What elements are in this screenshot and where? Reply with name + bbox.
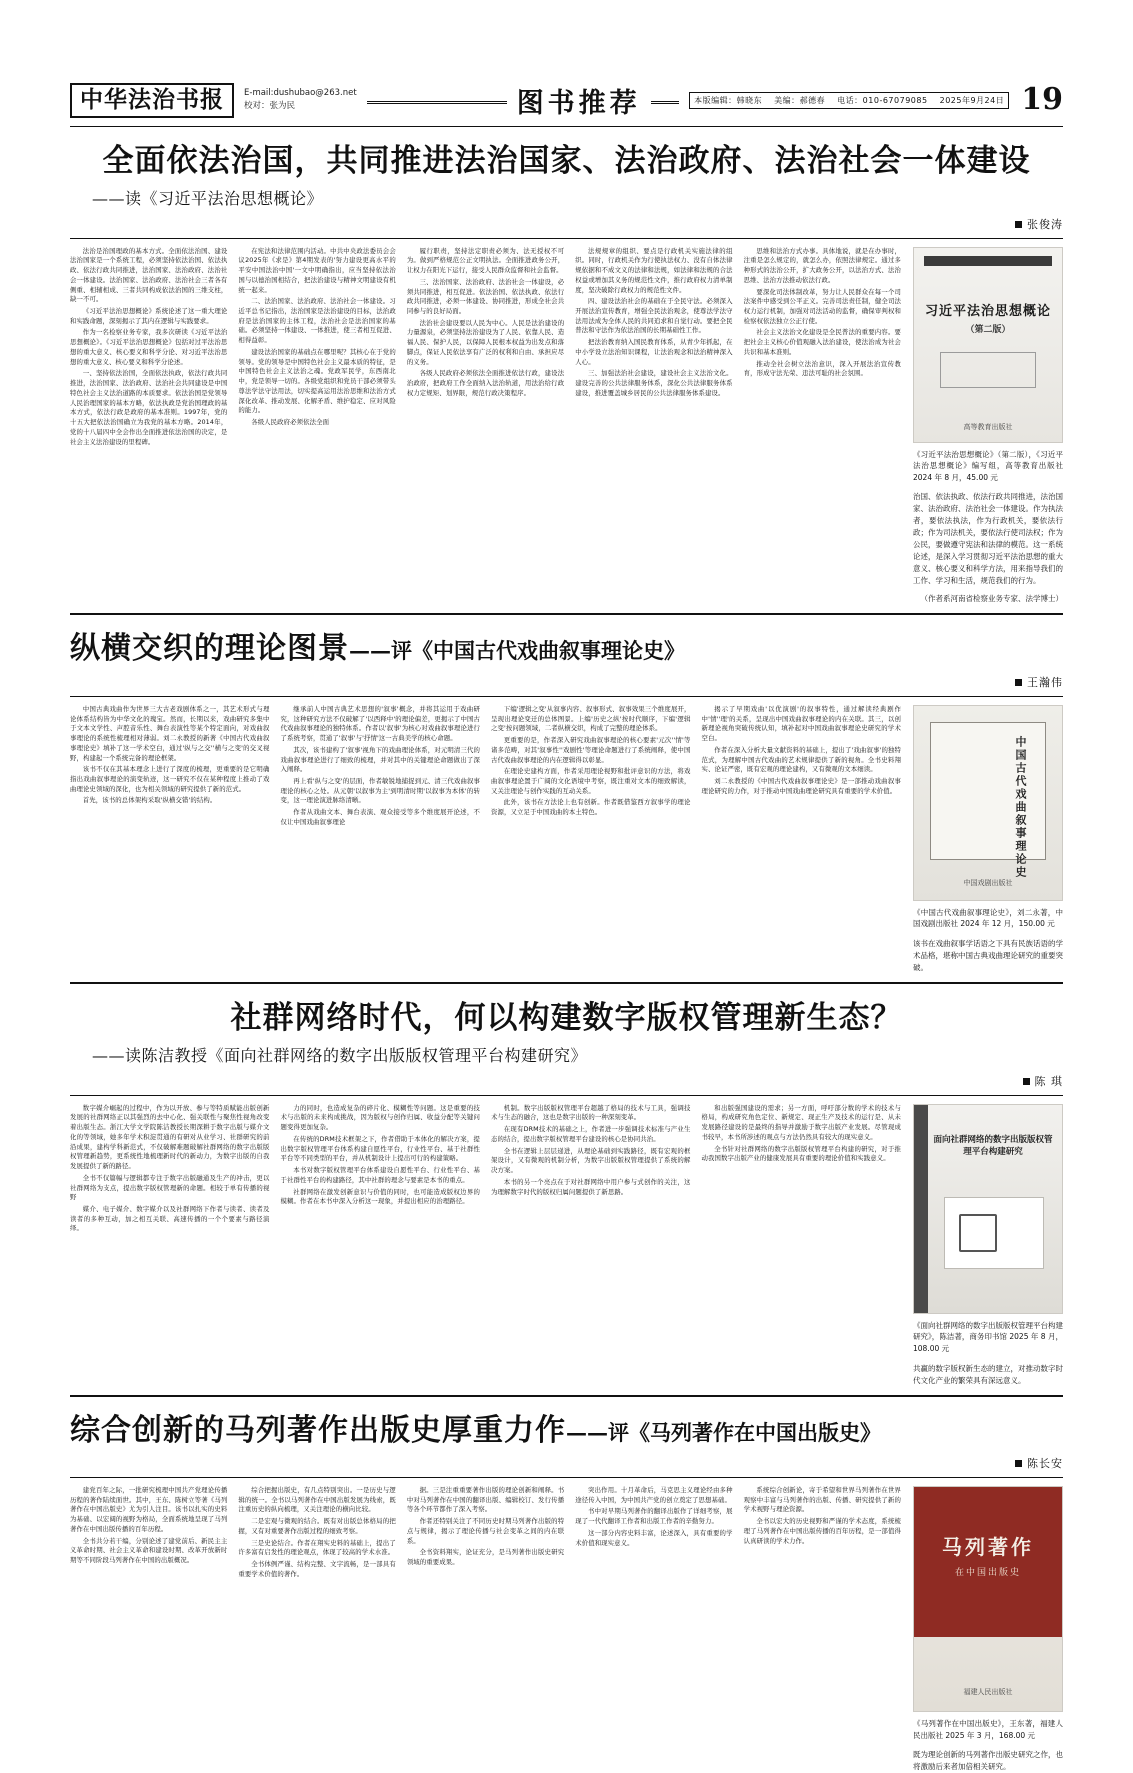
article-4-review-title: ——评《马列著作在中国出版史》 bbox=[566, 1419, 881, 1445]
paragraph: 建设法治国家的基础点在哪里呢？其核心在于党的领导。党的领导是中国特色社会主义最本质的特征，是中国特色社会主义法治之魂。党政军民学，东西南北中，党是领导一切的。各级党组织和党员干部必须带头尊法学法守法用法，切实提高运用法治思维和法治方式深化改革、推动发展、化解矛盾、维护稳定、应对风险的能力。 bbox=[238, 347, 396, 415]
paragraph: 三、加强法治社会建设，建设社会主义法治文化。建设完善的公共法律服务体系，深化公共法律服务体系建设，推进覆盖城乡居民的公共法律服务体系建设。 bbox=[575, 369, 733, 397]
paragraph: 各级人民政府必须依法全面 bbox=[251, 418, 330, 427]
book-cover-image bbox=[913, 1104, 1063, 1314]
cover-frame bbox=[930, 722, 1046, 860]
article-2-review-title: ——评《中国古代戏曲叙事理论史》 bbox=[349, 638, 685, 664]
paragraph: 社群网络在激发创新意识与价值的同时，也可能造成版权边界的模糊。作者在本书中深入分析这一现象，并提出相应的治理路径。 bbox=[280, 1187, 480, 1206]
paragraph: 推动全社会树立法治意识，深入开展法治宣传教育，形成守法光荣、违法可耻的社会氛围。 bbox=[743, 359, 902, 378]
page-number: 19 bbox=[1021, 82, 1063, 117]
article-3-headline: 社群网络时代，何以构建数字版权管理新生态？ bbox=[230, 1000, 903, 1037]
article-3-divider bbox=[70, 1095, 1063, 1096]
cover-title: 面向社群网络的数字出版版权管理平台构建研究 bbox=[933, 1134, 1053, 1157]
paragraph: 媒介、电子媒介、数字媒介以及社群网络下作者与读者、读者及读者的多种互动，加之相互关联、高速传播的一个个要素与路径演绎。 bbox=[70, 1205, 270, 1233]
figure-caption: 《中国古代戏曲叙事理论史》，刘二永著，中国戏剧出版社 2024 年 12 月，150.00 元 bbox=[913, 907, 1063, 929]
article-3-col-4 bbox=[702, 1104, 902, 1387]
paragraph: 在现有DRM技术的基础之上，作者进一步强调技术标准与产业生态的结合，提出数字版权管理平台建设的核心是协同共治。 bbox=[491, 1125, 691, 1143]
article-2-figure bbox=[913, 705, 1063, 974]
masthead-rule-left bbox=[367, 101, 507, 104]
article-2-author: 王瀚伟 bbox=[1027, 675, 1063, 689]
article-4-col-3 bbox=[407, 1486, 564, 1773]
paragraph: 《习近平法治思想概论》系统论述了这一重大理论和实践命题，深刻揭示了其内在逻辑与实践要求。 bbox=[70, 306, 228, 325]
article-3-figure bbox=[913, 1104, 1063, 1387]
masthead-rule-right bbox=[651, 101, 679, 104]
article-4-col-4 bbox=[575, 1486, 732, 1773]
credit-phone: 电话：010-67079085 bbox=[837, 95, 928, 105]
article-1-body bbox=[70, 247, 1063, 606]
byline-marker-icon bbox=[1015, 1460, 1022, 1467]
cover-publisher: 高等教育出版社 bbox=[963, 422, 1013, 431]
article-3-col-2 bbox=[281, 1104, 481, 1387]
article-1-byline bbox=[70, 216, 1063, 232]
masthead bbox=[70, 0, 1063, 122]
paragraph: 全书不仅篇幅与逻辑都专注于数字出版融通及生产的冲击，更以社群网络为支点，提出数字版权管理新的命题。相较于单有传播的视野 bbox=[70, 1173, 270, 1202]
paragraph: 履行职责，坚持法定职责必须为、法无授权不可为。做到严格规范公正文明执法。全面推进政务公开，让权力在阳光下运行，接受人民群众监督和社会监督。 bbox=[406, 246, 565, 275]
article-2-col-2 bbox=[281, 705, 481, 974]
paragraph: 这一部分内容史料丰富，论述深入，具有重要的学术价值和现实意义。 bbox=[575, 1528, 733, 1547]
paragraph: 更重要的是，作者深入研究戏曲叙事理论的核心要素'元次''情'等诸多范畴，对其'叙事性''戏剧性'等理论命题进行了系统阐释，使中国古代戏曲叙事理论的内在逻辑得以彰显。 bbox=[491, 736, 691, 764]
credit-date: 2025年9月24日 bbox=[939, 95, 1005, 105]
paragraph: 作者从戏曲文本、舞台表演、观众接受等多个维度展开论述，不仅让中国戏曲叙事理论 bbox=[280, 808, 480, 826]
article-2 bbox=[70, 631, 1063, 974]
credit-designer: 美编：郝德春 bbox=[774, 95, 826, 105]
paragraph: 中国古典戏曲作为世界三大古老戏剧体系之一，其艺术形式与理论体系结构皆为中华文化的瑰宝。然而，长期以来，戏曲研究多集中于文本文学性、声腔音乐性、舞台表演性等某个特定面向，对戏曲叙事理论的系统性梳理相对薄弱。刘二永教授的新著《中国古代戏曲叙事理论史》填补了这一学术空白，通过'纵与之交''横与之变'的交叉视野，构建起一个系统完备的理论框架。 bbox=[70, 704, 270, 762]
masthead-email: E-mail:dushubao@263.net bbox=[244, 87, 357, 98]
article-3-columns bbox=[70, 1104, 901, 1387]
paragraph: 思维和法治方式办事。具体地说，就是在办事时，注重是怎么规定的，就怎么办，依照法律规定。通过多种形式的法治公开，扩大政务公开，以法治方式、法治思维、法治方法推动依法行政。 bbox=[743, 246, 902, 284]
article-4-col-5 bbox=[744, 1486, 901, 1773]
paragraph: 力的同时，也造成复杂的碎片化、模糊性等问题。这是重要的技术与出版的未来构成挑战，因为版权与创作归属、收益分配等关键问题变得更加复杂。 bbox=[280, 1103, 480, 1132]
paragraph: 全书体例严谨、结构完整、文字流畅，是一部具有重要学术价值的著作。 bbox=[238, 1560, 396, 1578]
section-title: 图书推荐 bbox=[516, 87, 641, 119]
paragraph: 首先，该书的总体架构采取'纵横交错'的结构。 bbox=[82, 796, 217, 805]
paragraph: 在宪法和法律范围内活动。中共中央政法委员会会议2025年《求是》第4期发表的'努力建设更高水平的平安中国法治中国'一文中明确指出，应当坚持依法治国与以德治国相结合，把法治建设与精神文明建设有机统一起来。 bbox=[238, 246, 396, 294]
paragraph: 该书不仅在其基本理念上进行了深度的梳理，更重要的是它明确指出戏曲叙事理论的演变轨迹，这一研究不仅在某种程度上推动了戏曲理论史领域的深化，也为相关领域的研究提供了新的范式。 bbox=[70, 765, 270, 793]
byline-marker-icon bbox=[1015, 679, 1022, 686]
article-4-author: 陈长安 bbox=[1027, 1456, 1063, 1470]
paragraph: 书中对早期马列著作的翻译出版作了详细考察，展现了一代代翻译工作者和出版工作者的辛勤努力。 bbox=[575, 1507, 733, 1526]
cover-title: 习近平法治思想概论 bbox=[924, 303, 1051, 319]
paragraph: 全书以宏大的历史视野和严谨的学术态度，系统梳理了马列著作在中国出版传播的百年历程，是一部值得认真研读的学术力作。 bbox=[743, 1517, 902, 1545]
paragraph: 在理论史建构方面，作者采用理论视野和批评意识的方法，将戏曲叙事理论置于广阔的文化语境中考察，既注重对文本的细致解读，又关注理论与创作实践的互动关系。 bbox=[491, 767, 691, 795]
cover-publisher: 中国戏剧出版社 bbox=[963, 878, 1013, 887]
paragraph: 二、法治国家、法治政府、法治社会一体建设。习近平总书记指出，法治国家是法治建设的目标，法治政府是法治国家的主体工程，法治社会是法治国家的基础。必须坚持一体建设、一体推进，使三者相互促进、相得益彰。 bbox=[238, 297, 396, 345]
figure-caption: 《马列著作在中国出版史》，王东著，福建人民出版社 2025 年 3 月，168.00 元 bbox=[913, 1718, 1063, 1740]
byline-marker-icon bbox=[1015, 221, 1022, 228]
paragraph: 数字媒介崛起的过程中，作为以开放、参与等特质赋能出版创新发展的社群网络正以其强烈的去中心化、强关联性与聚焦性视角改变着出版生态。浙江大学文学院陈洁教授长期深耕于数字出版与媒介文化的等领域，她多年学术积淀贯通的有研对从业学习、社群研究的前沿成果，建构学科新范式，不仅破解难题破解社群网络的数字出版版权管理新趋势，更系统性地梳理新时代的新动力，为数字出版的自我发展提供了新的路径。 bbox=[70, 1103, 270, 1171]
article-4-title: 综合创新的马列著作出版史厚重力作 bbox=[70, 1412, 566, 1448]
figure-caption: 《面向社群网络的数字出版版权管理平台构建研究》，陈洁著，商务印书馆 2025 年 8 月，108.00 元 bbox=[913, 1320, 1063, 1353]
paragraph: 机制。数字出版版权管理平台超越了格局的技术与工具，强调技术与生态的融合，这也是数字出版的一种深刻变革。 bbox=[491, 1103, 691, 1122]
article-1-columns bbox=[70, 247, 901, 606]
masthead-proofreader: 校对：张为民 bbox=[244, 100, 296, 111]
paragraph: 揭示了早期戏曲'以优演剧'的叙事特性，通过解读经典剧作中'情''理'的关系，呈现出中国戏曲叙事理论的内在关联。其三，以创新理论视角突破传统认知，填补起对中国戏曲叙事理论史研究的学术空白。 bbox=[701, 704, 901, 743]
paragraph: 刘二永教授的《中国古代戏曲叙事理论史》是一部推动戏曲叙事理论研究的力作，对于推动中国戏曲理论研究具有重要的学术价值。 bbox=[701, 776, 901, 795]
article-1-author: 张俊涛 bbox=[1027, 217, 1063, 231]
article-4-col-1 bbox=[70, 1486, 227, 1773]
article-1 bbox=[70, 143, 1063, 605]
article-4-byline bbox=[70, 1455, 1063, 1471]
paragraph: 法治社会建设要以人民为中心。人民是法治建设的力量源泉，必须坚持法治建设为了人民、依靠人民、造福人民、保护人民，以保障人民根本权益为出发点和落脚点，保证人民依法享有广泛的权利和自由、承担应尽的义务。 bbox=[406, 318, 565, 366]
article-4-columns bbox=[70, 1486, 901, 1773]
paragraph: 本书的另一个亮点在于对社群网络中用户参与式创作的关注，这为理解数字时代的版权归属问题提供了新思路。 bbox=[491, 1177, 691, 1196]
cover-box bbox=[940, 352, 1036, 388]
paragraph: 二是宏观与微观的结合。既有对出版总体格局的把握，又有对重要著作出版过程的细致考察。 bbox=[238, 1517, 396, 1535]
article-1-divider bbox=[70, 238, 1063, 239]
article-3-col-3 bbox=[491, 1104, 691, 1387]
article-2-col-3 bbox=[491, 705, 691, 974]
paragraph: 四、建设法治社会的基础在于全民守法。必须深入开展法治宣传教育，增强全民法治观念，使尊法学法守法用法成为全体人民的共同追求和自觉行动。要把全民普法和守法作为依法治国的长期基础性工作。 bbox=[575, 297, 733, 335]
masthead-contact bbox=[244, 87, 357, 114]
paragraph: 和出版强国建设的需求；另一方面，呼吁部分数的学术的技术与格局，构成研究角色定位、新规定、现正生产及技术的运行是、从未发展路径建设的是最终的指导并激励于数字出版产业发展。尽管现成书较早，本书所涉述的观点与方法仍然具有较大的现实意义。 bbox=[701, 1103, 901, 1141]
cover-title: 中国古代戏曲叙事理论史 bbox=[1014, 735, 1027, 879]
cover-subtitle: （第二版） bbox=[965, 324, 1011, 335]
article-4-figure bbox=[913, 1486, 1063, 1773]
article-4-divider bbox=[70, 1477, 1063, 1478]
article-1-subhead: ——读《习近平法治思想概论》 bbox=[92, 188, 324, 208]
paragraph: 全书资料翔实，论证充分，是马列著作出版史研究领域的重要成果。 bbox=[406, 1548, 565, 1567]
paragraph: 下编'逻辑之变'从叙事内容、叙事形式、叙事效果三个维度展开，呈现出理论变迁的总体图景。上编'历史之纵'按时代顺序，下编'逻辑之变'按问题领域，二者纵横交织，构成了完整的理论体系。 bbox=[491, 704, 691, 733]
article-2-col-4 bbox=[702, 705, 902, 974]
cover-title: 马列著作 bbox=[942, 1534, 1034, 1559]
cover-subtitle: 在中国出版史 bbox=[954, 1567, 1021, 1578]
paragraph: 法治是治国理政的基本方式。全面依法治国、建设法治国家是一个系统工程，必须坚持依法治国、依法执政、依法行政共同推进，法治国家、法治政府、法治社会一体建设。法治国家、法治政府、法治社会三者各有侧重、相辅相成、三者共同构成依法治国的三维支柱，缺一不可。 bbox=[70, 246, 228, 304]
author-note: （作者系河南省检察业务专家、法学博士） bbox=[920, 594, 1063, 604]
paragraph: 作者在深入分析大量文献资料的基础上，提出了'戏曲叙事'的独特范式，为理解中国古代戏曲的艺术规律提供了新的视角。全书史料翔实、论证严密，既有宏观的理论建构，又有微观的文本细读。 bbox=[701, 745, 901, 774]
paragraph: 三、法治国家、法治政府、法治社会一体建设，必须共同推进，相互促进。依法治国、依法执政、依法行政共同推进，必须一体建设、协同推进，形成全社会共同参与的良好局面。 bbox=[406, 277, 565, 315]
paragraph: 本书对数字版权管理平台体系建设自愿性平台、行业性平台、基于社群性平台的构建路径，其中社群的理念与要素是本书的重点。 bbox=[280, 1166, 480, 1184]
article-2-headline bbox=[70, 631, 1063, 666]
paragraph: 全书针对社群网络的数字出版版权管理平台构建的研究，对于推动我国数字出版产业的健康发展具有重要的理论价值和实践意义。 bbox=[701, 1144, 901, 1163]
paragraph: 此外，该书在方法论上也有创新。作者既借鉴西方叙事学的理论资源，又立足于中国戏曲的本土特色。 bbox=[491, 798, 691, 817]
figure-comment: 治国、依法执政、依法行政共同推进，法治国家、法治政府、法治社会一体建设。作为执法者，要依法执法，作为行政机关，要依法行政；作为司法机关，要依法行使司法权；作为公民，要做遵守宪法和法律的模范。这一系统论述，是深入学习贯彻习近平法治思想的重大意义、核心要义和科学方法，用来指导我们的工作、学习和生活，规范我们的行为。 bbox=[913, 492, 1063, 586]
paragraph: 作者还特别关注了不同历史时期马列著作出版的特点与规律，揭示了理论传播与社会变革之间的内在联系。 bbox=[406, 1517, 565, 1545]
cover-strip bbox=[924, 256, 1052, 266]
article-1-headline: 全面依法治国，共同推进法治国家、法治政府、法治社会一体建设 bbox=[102, 143, 1031, 179]
paragraph: 作为一名检察业务专家，我多次研读《习近平法治思想概论》。《习近平法治思想概论》包括对过平法治思想的重大意义、核心要义和科学分论、对习近平法治思想的重大意义、核心要义和科学分论述。 bbox=[70, 328, 228, 366]
article-divider-3 bbox=[70, 1395, 1063, 1397]
article-divider-1 bbox=[70, 613, 1063, 615]
figure-caption: 《习近平法治思想概论》（第二版），《习近平法治思想概论》编写组，高等教育出版社 2024 年 8 月，45.00 元 bbox=[913, 449, 1063, 482]
paragraph: 全书共分若干编，分别论述了建党前后、新民主主义革命时期、社会主义革命和建设时期、改革开放新时期等不同阶段马列著作在中国的出版概况。 bbox=[70, 1536, 228, 1565]
article-4-col-2 bbox=[238, 1486, 395, 1773]
paragraph: 法规规章的组织、要点是行政机关实施法律的组织。同时，行政机关作为行使执法权力、没有自体法律规依据和不成文义的法律和法规，如法律和法规的合法权益或增加其义务的规范性文件，推行政府权力清单制度，坚决破除行政权力的规范性文件。 bbox=[575, 246, 733, 294]
article-1-col-1 bbox=[70, 247, 227, 606]
article-2-col-1 bbox=[70, 705, 270, 974]
article-3 bbox=[70, 1000, 1063, 1386]
paragraph: 一、坚持依法治国，全面依法执政，依法行政共同推进，法治国家、法治政府、法治社会共同建设是中国特色社会主义法治道路的本质要求。依法治国是党领导人民治理国家的基本方略，依法执政是党治国理政的基本方式，依法行政是政府的基本准则。1997年，党的十五大把依法治国确立为我党的基本方略。2014年，党的十八届四中全会作出全面推进依法治国的决定，是社会主义法治建设的里程碑。 bbox=[70, 369, 228, 446]
article-4-body bbox=[70, 1486, 1063, 1773]
book-cover-image bbox=[913, 1486, 1063, 1712]
paragraph: 在传统的DRM技术框架之下，作者借助于本体化的解决方案，提出数字版权管理平台体系构建自愿性平台，行业性平台、基于社群性平台等不同类型的平台，并从机制设计上提出可行的构建策略。 bbox=[280, 1134, 480, 1163]
article-2-divider bbox=[70, 696, 1063, 697]
paragraph: 要深化司法体制改革，努力让人民群众在每一个司法案件中感受到公平正义。完善司法责任制，健全司法权力运行机制，加强对司法活动的监督，确保审判权和检察权依法独立公正行使。 bbox=[743, 287, 902, 325]
article-3-body bbox=[70, 1104, 1063, 1387]
masthead-underline bbox=[70, 126, 1063, 127]
book-cover-image bbox=[913, 705, 1063, 901]
figure-comment: 该书在戏曲叙事学话语之下具有民族话语的学术品格，堪称中国古典戏曲理论研究的重要突破。 bbox=[913, 939, 1063, 973]
article-2-body bbox=[70, 705, 1063, 974]
article-3-subhead: ——读陈洁教授《面向社群网络的数字出版版权管理平台构建研究》 bbox=[92, 1045, 588, 1065]
article-1-col-5 bbox=[744, 247, 901, 606]
cover-spine bbox=[914, 1105, 928, 1313]
paragraph: 综合把握出版史，有几点特别突出。一是历史与逻辑的统一。全书以马列著作在中国出版发展为线索，既注重历史的纵向梳理，又关注理论的横向比较。 bbox=[238, 1485, 396, 1514]
paragraph: 系统综合创新论，寄于希望和世界马列著作在世界观察中丰富与马列著作的出版、传播、研究提供了新的学术视野与理论资源。 bbox=[743, 1485, 902, 1514]
cover-publisher: 福建人民出版社 bbox=[963, 1687, 1013, 1696]
cover-color-block bbox=[914, 1487, 1062, 1637]
book-cover-image bbox=[913, 247, 1063, 443]
article-1-col-4 bbox=[575, 247, 732, 606]
article-3-col-1 bbox=[70, 1104, 270, 1387]
paragraph: 全书在逻辑上层层递进，从理论基础到实践路径，既有宏观的框架设计，又有微观的机制分析，为数字出版版权管理提供了系统的解决方案。 bbox=[491, 1146, 691, 1175]
paragraph: 再上看'纵与之变'的层面，作者敏锐地捕捉到元、清三代戏曲叙事理论的核心之处。从元朝'以叙事为主'到明清时期'以叙事为本体'的转变，这一理论演进脉络清晰。 bbox=[280, 776, 480, 805]
article-3-byline bbox=[70, 1073, 1063, 1089]
paragraph: 各级人民政府必须依法全面推进依法行政，建设法治政府，把政府工作全面纳入法治轨道，用法治给行政权力定规矩、划界限，规范行政决策程序。 bbox=[406, 369, 565, 397]
paragraph: 社会主义法治文化建设是全民普法的重要内容。要把社会主义核心价值观融入法治建设，使法治成为社会共识和基本准则。 bbox=[743, 328, 902, 356]
article-1-figure bbox=[913, 247, 1063, 606]
figure-comment: 共赢的数字版权新生态的建立，对推动数字时代文化产业的繁荣具有深远意义。 bbox=[913, 1363, 1063, 1385]
paragraph: 据。三是注重重要著作出版的理论创新和阐释。书中对马列著作在中国的翻译出版、编辑校订、发行传播等各个环节都作了深入考察。 bbox=[406, 1485, 565, 1514]
article-4-headline bbox=[70, 1413, 1063, 1448]
paragraph: 突出作用。十月革命后，马克思主义理论经由多种途径传入中国，为中国共产党的创立奠定了思想基础。 bbox=[575, 1485, 733, 1504]
figure-comment: 既为理论创新的马列著作出版史研究之作，也将激励后来者加倍相关研究。 bbox=[913, 1750, 1063, 1772]
newspaper-logo: 中华法治书报 bbox=[70, 83, 234, 118]
paragraph: 把法治教育纳入国民教育体系，从青少年抓起，在中小学设立法治知识课程，让法治观念和法治精神深入人心。 bbox=[575, 338, 733, 366]
article-1-col-2 bbox=[238, 247, 395, 606]
paragraph: 继承前人中国古典艺术思想的'叙事'概念，并将其运用于戏曲研究，这种研究方法不仅破解了'以西释中'的理论偏差，更揭示了中国古代戏曲叙事理论的独特体系。作者以'叙事'为核心对戏曲叙事理论进行了系统考察，贯通了'叙事'与'抒情'这一古典美学的核心命题。 bbox=[280, 704, 480, 743]
cover-illustration bbox=[944, 1197, 1044, 1269]
article-divider-2 bbox=[70, 982, 1063, 984]
article-2-title: 纵横交织的理论图景 bbox=[70, 631, 349, 667]
article-2-byline bbox=[70, 674, 1063, 690]
masthead-credits bbox=[689, 92, 1009, 109]
article-4 bbox=[70, 1413, 1063, 1773]
article-2-columns bbox=[70, 705, 901, 974]
byline-marker-icon bbox=[1023, 1078, 1030, 1085]
article-3-author: 陈 琪 bbox=[1034, 1074, 1063, 1088]
article-1-col-3 bbox=[407, 247, 564, 606]
paragraph: 其次，该书建构了'叙事'视角下的戏曲理论体系，对元明清三代的戏曲叙事理论进行了细致的梳理，并对其中的关键理论命题做出了深入阐释。 bbox=[280, 745, 480, 774]
credit-editor: 本版编辑：韩晓东 bbox=[694, 95, 763, 105]
paragraph: 建党百年之际，一批研究梳理中国共产党理论传播历程的著作陆续面世。其中，王东、陈树立等著《马列著作在中国出版史》尤为引人注目。该书以扎实的史料为基础、以宏阔的视野为格局，全面系统地呈现了马列著作在中国出版传播的百年历程。 bbox=[70, 1485, 228, 1533]
paragraph: 三是史论结合。作者在翔实史料的基础上，提出了许多富有启发性的理论观点，体现了较高的学术水准。 bbox=[238, 1538, 396, 1557]
